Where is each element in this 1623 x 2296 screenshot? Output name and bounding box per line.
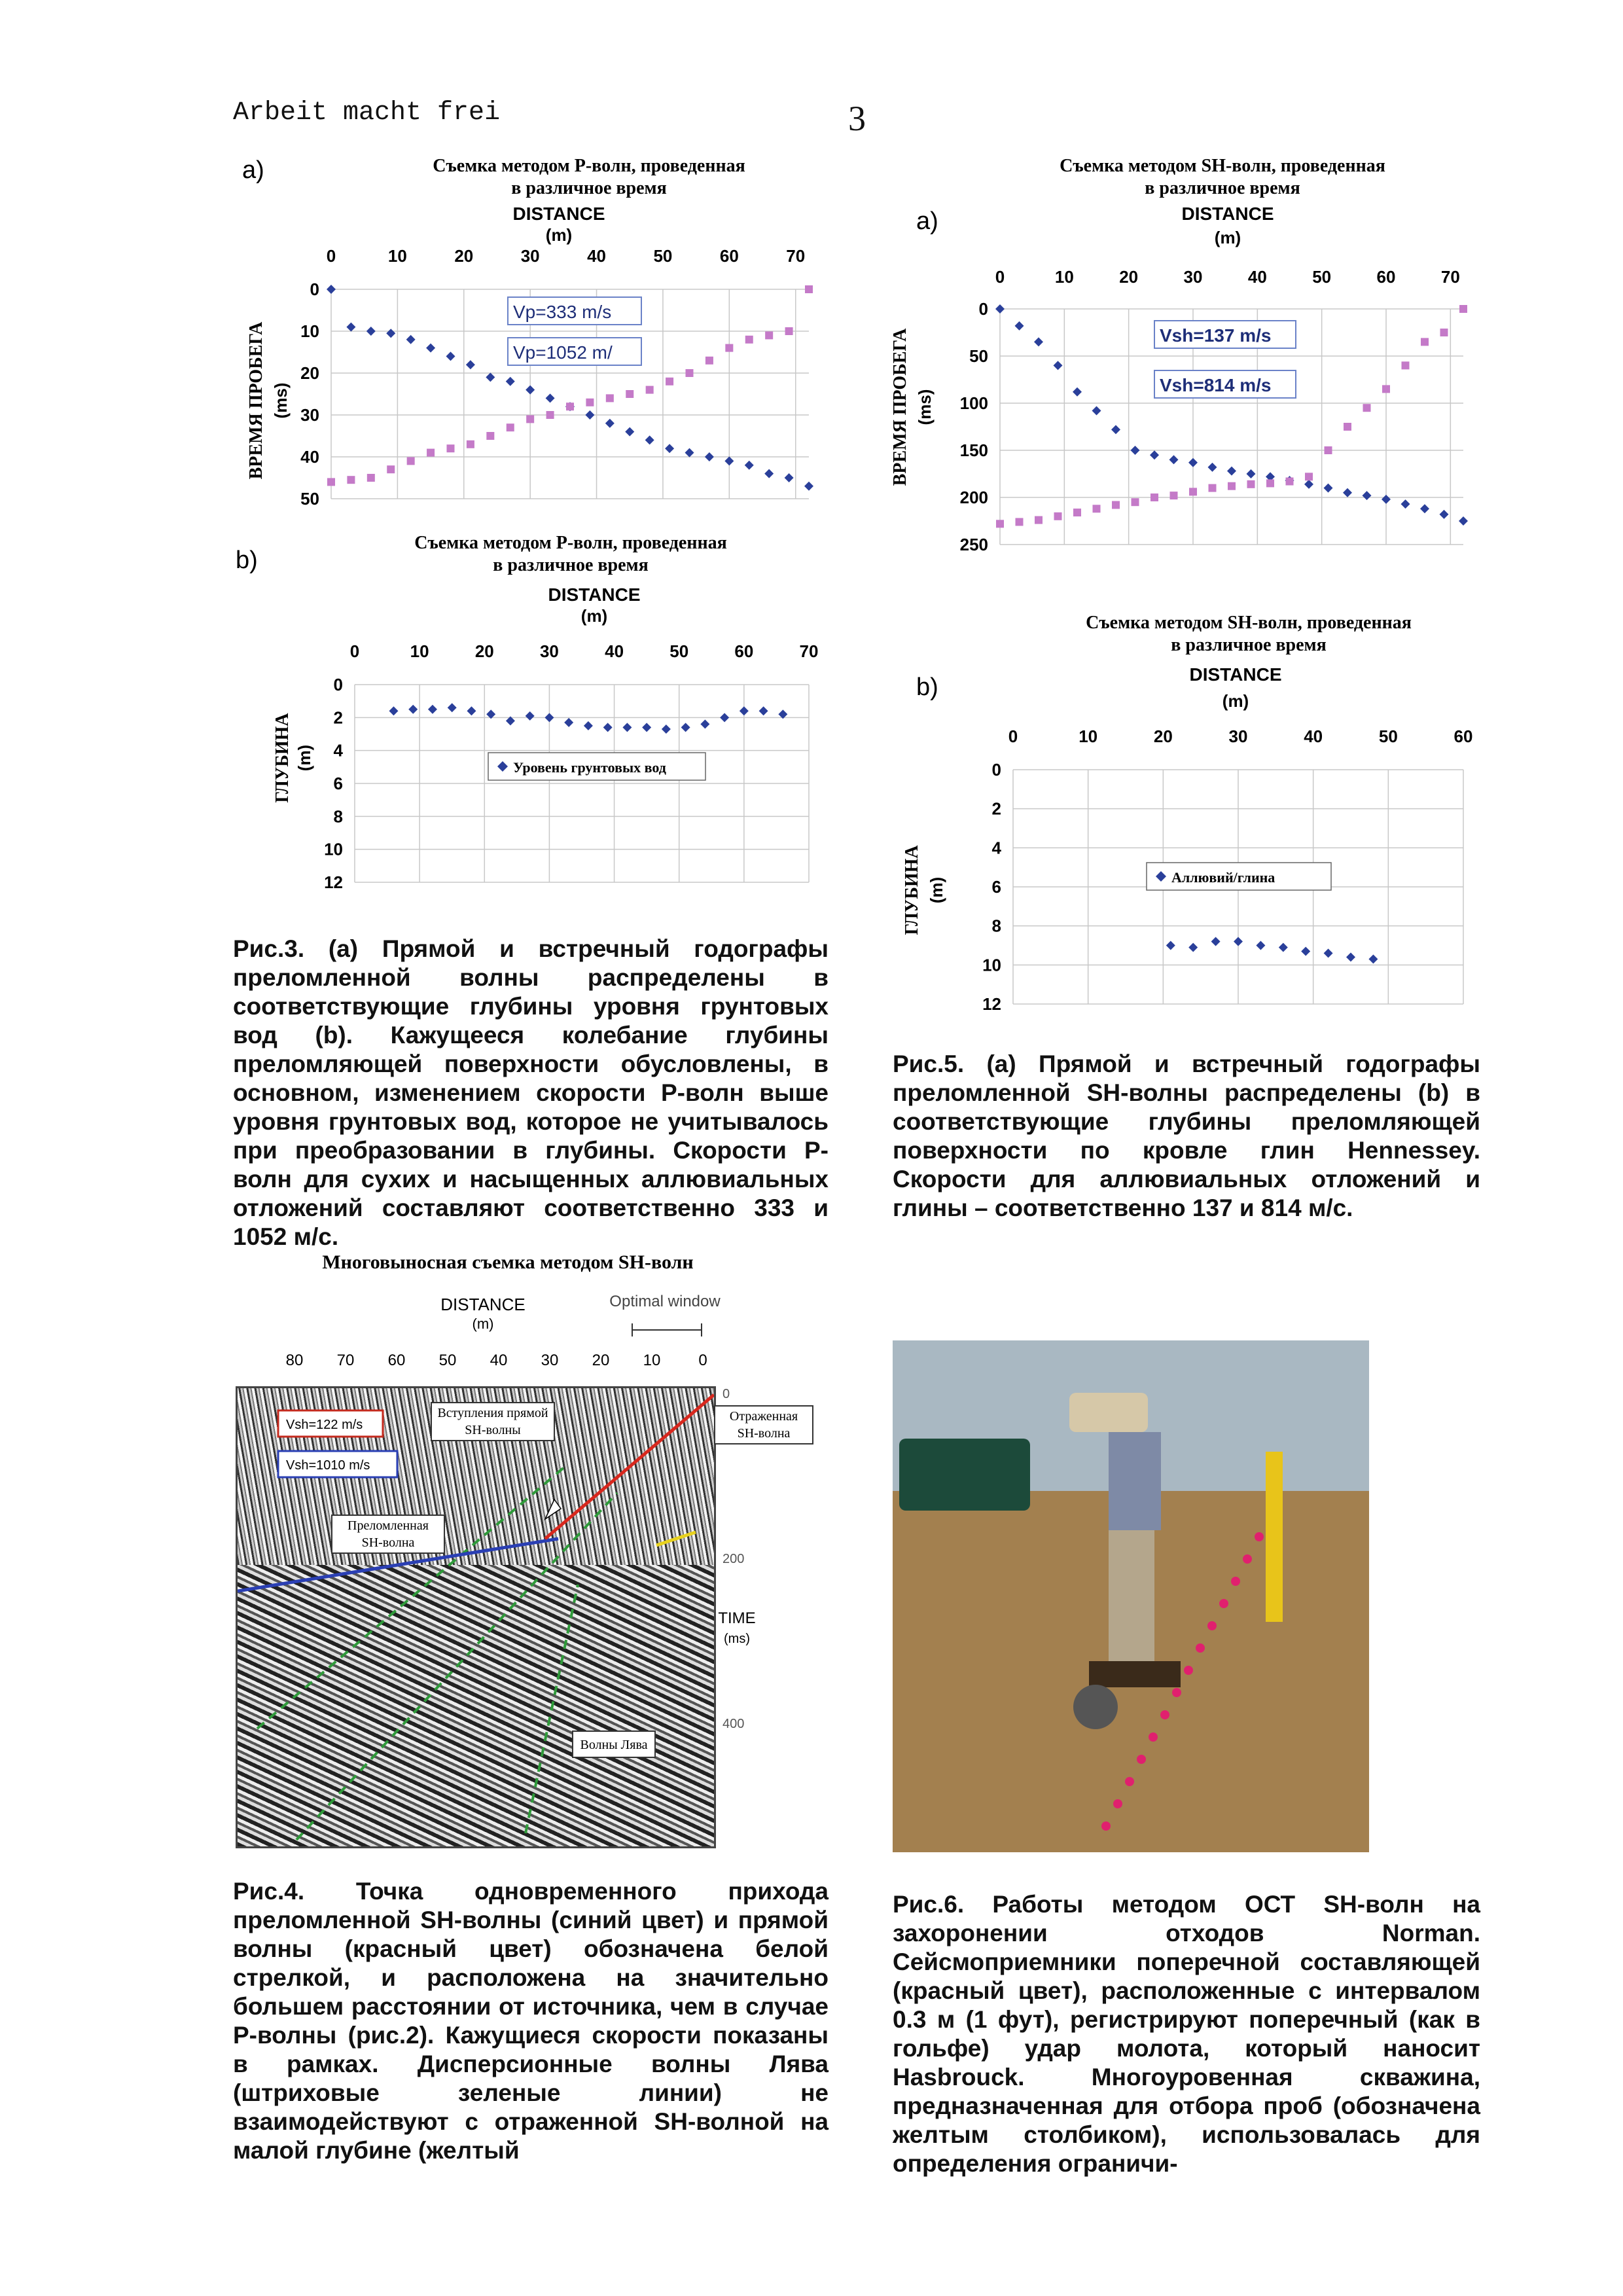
fig3b-xtick-label: 10	[410, 641, 429, 661]
fig5a-point-diamond	[1343, 488, 1352, 497]
fig5b-xtick-label: 60	[1454, 726, 1473, 746]
fig5b-ytick-label: 0	[991, 760, 1001, 780]
photo-yellow-well-marker	[1266, 1452, 1283, 1622]
fig3a-point-diamond	[764, 469, 774, 478]
fig5a-xtick-label: 20	[1119, 267, 1139, 287]
fig3b-point-diamond	[603, 723, 613, 732]
fig4-xtick-label: 0	[698, 1352, 707, 1369]
fig3a-xaxis-title: DISTANCE	[512, 204, 605, 224]
fig5b-point-diamond	[1188, 942, 1198, 952]
fig3a-xtick-label: 60	[719, 246, 739, 266]
photo-wheel	[1073, 1685, 1118, 1729]
fig3b-yaxis-unit: (m)	[294, 744, 314, 772]
fig3b-point-diamond	[408, 705, 418, 714]
fig3a-point-diamond	[685, 448, 694, 457]
geophone-flag-icon	[1243, 1554, 1252, 1564]
fig3b-point-diamond	[448, 703, 457, 712]
caption-fig4: Рис.4. Точка одновременного прихода преломленной SH-волны (синий цвет) и прямой волны (красный цвет) обозначена белой стрелкой, и расположена на значительно большем расстоянии от источника, чем в случае P-волны (рис.2). Кажущиеся скорости показаны в рамках. Дисперсионные волны Лява (штриховые зеленые линии) не взаимодействуют с отраженной SH-волной на малой глубине (желтый	[233, 1878, 829, 2164]
fig5b-point-diamond	[1324, 948, 1333, 958]
reflected-sh-yellow	[656, 1532, 696, 1545]
fig5a-point-square	[1112, 501, 1120, 509]
fig3a-xtick-label: 50	[653, 246, 673, 266]
fig3a-point-square	[666, 378, 673, 386]
fig5a-xtick-label: 10	[1054, 267, 1074, 287]
fig3a-title-line2: в различное время	[511, 178, 667, 198]
fig3b-point-diamond	[564, 718, 573, 727]
geophone-flag-icon	[1172, 1688, 1181, 1697]
fig5b-point-diamond	[1301, 946, 1310, 956]
fig3b-yaxis-title: ГЛУБИНА	[272, 713, 293, 803]
fig3a-point-diamond	[366, 327, 376, 336]
fig4-x-ticks	[286, 1352, 707, 1369]
fig3a-label: a)	[242, 156, 264, 184]
fig5a-xtick-label: 70	[1440, 267, 1460, 287]
fig3a-point-square	[427, 449, 435, 457]
geophone-flag-icon	[1207, 1621, 1217, 1630]
fig3a-point-diamond	[724, 456, 734, 465]
fig5b-legend: Аллювий/глина	[1171, 869, 1275, 886]
fig3a-point-diamond	[585, 410, 594, 420]
fig3b-xtick-label: 50	[669, 641, 689, 661]
fig5b-point-diamond	[1234, 937, 1243, 946]
fig4-label-love: Волны Лява	[580, 1738, 648, 1752]
fig5b-xtick-label: 40	[1304, 726, 1323, 746]
fig5b-ytick-label: 6	[991, 877, 1001, 897]
fig3a-yaxis-title: ВРЕМЯ ПРОБЕГА	[246, 321, 266, 480]
fig5a-yaxis-title: ВРЕМЯ ПРОБЕГА	[890, 328, 910, 486]
figure-3b	[233, 529, 887, 895]
fig4-label-direct-line2: SH-волны	[465, 1423, 521, 1437]
geophone-flag-icon	[1219, 1599, 1228, 1608]
seismic-section	[236, 1386, 716, 1848]
fig3b-ytick-label: 2	[333, 708, 343, 728]
field-photo	[893, 1340, 1369, 1852]
fig3a-xtick-label: 70	[786, 246, 806, 266]
fig5a-point-square	[1459, 305, 1467, 313]
fig3a-point-square	[805, 285, 813, 293]
fig5a-point-diamond	[1169, 455, 1179, 464]
fig5a-point-diamond	[1382, 495, 1391, 504]
fig3a-point-diamond	[705, 452, 714, 461]
fig4-title: Многовыносная съемка методом SH-волн	[322, 1251, 694, 1273]
fig3a-point-square	[785, 327, 793, 335]
fig5a-point-square	[1402, 361, 1410, 369]
geophone-flag-icon	[1231, 1577, 1240, 1586]
fig5a-point-square	[1228, 482, 1236, 490]
fig3b-point-diamond	[740, 706, 749, 715]
fig3a-point-square	[467, 440, 474, 448]
fig5a-point-diamond	[1188, 458, 1198, 467]
arrow-icon	[545, 1499, 561, 1519]
fig5a-point-square	[996, 520, 1004, 528]
fig5a-point-diamond	[1440, 510, 1449, 519]
fig5a-xaxis-unit: (m)	[1214, 228, 1241, 247]
fig3b-point-diamond	[467, 706, 476, 715]
fig3a-plot	[300, 246, 813, 509]
fig5a-label: a)	[916, 207, 938, 235]
geophone-flag-icon	[1125, 1777, 1134, 1786]
fig4-vsh2: Vsh=1010 m/s	[286, 1458, 370, 1473]
fig5b-ytick-label: 10	[982, 955, 1001, 975]
fig5a-point-square	[1035, 516, 1043, 524]
fig5b-xtick-label: 30	[1228, 726, 1248, 746]
fig3a-point-square	[387, 465, 395, 473]
photo-person-head	[1069, 1393, 1148, 1432]
fig3a-ytick-label: 10	[300, 321, 319, 341]
fig5a-xaxis-title: DISTANCE	[1181, 204, 1274, 224]
fig3b-ytick-label: 6	[333, 774, 343, 793]
fig5a-point-diamond	[1247, 469, 1256, 478]
fig3b-point-diamond	[544, 713, 554, 722]
fig5a-point-square	[1266, 479, 1274, 487]
fig3a-ytick-label: 50	[300, 489, 319, 509]
fig5a-point-square	[1344, 423, 1351, 431]
fig3a-point-diamond	[804, 482, 813, 491]
fig3b-ytick-label: 4	[333, 740, 343, 761]
fig5b-label: b)	[916, 673, 938, 701]
fig3a-point-diamond	[327, 285, 336, 294]
fig4-time-tick-label: 200	[722, 1552, 745, 1566]
fig5a-point-square	[1382, 385, 1390, 393]
fig3a-point-square	[626, 390, 633, 398]
fig5b-point-diamond	[1368, 954, 1378, 963]
fig3b-point-diamond	[526, 711, 535, 721]
fig3a-velocity1: Vp=333 m/s	[513, 302, 612, 322]
figure-4-axis	[233, 1314, 842, 1380]
fig5a-point-square	[1189, 488, 1197, 495]
fig3a-point-square	[486, 432, 494, 440]
fig3a-yaxis-unit: (ms)	[271, 382, 291, 419]
fig5b-ytick-label: 12	[982, 994, 1001, 1014]
fig5a-ytick-label: 200	[959, 488, 988, 507]
fig4-xtick-label: 60	[387, 1352, 406, 1369]
fig5a-point-square	[1209, 484, 1217, 492]
fig3a-velocity2: Vp=1052 m/	[513, 342, 613, 363]
fig5a-point-diamond	[1363, 491, 1372, 500]
fig5a-ytick-label: 0	[978, 299, 988, 319]
fig3a-point-square	[507, 423, 514, 431]
fig3a-point-square	[725, 344, 733, 352]
geophone-flag-icon	[1255, 1532, 1264, 1541]
fig3a-point-diamond	[625, 427, 634, 437]
love-wave-line-1	[257, 1467, 565, 1729]
fig3b-legend: Уровень грунтовых вод	[513, 759, 666, 776]
fig5b-point-diamond	[1166, 941, 1175, 950]
fig3a-xtick-label: 20	[454, 246, 474, 266]
fig4-label-reflected-line1: Отраженная	[729, 1409, 798, 1424]
fig5a-point-diamond	[1227, 467, 1236, 476]
fig5b-xaxis-unit: (m)	[1222, 691, 1249, 711]
geophone-flag-icon	[1184, 1666, 1193, 1675]
header-left-text: Arbeit macht frei	[233, 98, 501, 128]
fig5a-point-diamond	[995, 304, 1005, 314]
fig5a-point-diamond	[1459, 516, 1468, 526]
fig3a-xtick-label: 30	[520, 246, 540, 266]
fig4-xtick-label: 20	[592, 1352, 610, 1369]
fig3a-xtick-label: 0	[326, 246, 336, 266]
fig5a-xtick-label: 0	[995, 267, 1005, 287]
fig3a-point-square	[407, 457, 415, 465]
fig5a-xtick-label: 40	[1247, 267, 1267, 287]
fig5b-point-diamond	[1256, 941, 1265, 950]
fig3a-point-square	[586, 399, 594, 406]
fig5b-ytick-label: 4	[991, 838, 1001, 858]
fig3a-point-square	[327, 478, 335, 486]
figure-5a	[887, 152, 1542, 558]
fig3a-point-diamond	[546, 393, 555, 403]
fig3a-point-square	[646, 386, 654, 394]
fig3a-point-diamond	[605, 419, 615, 428]
fig5a-point-diamond	[1401, 499, 1410, 509]
fig3b-xtick-label: 30	[539, 641, 559, 661]
fig5a-point-diamond	[1073, 387, 1082, 397]
fig5a-point-square	[1247, 480, 1255, 488]
fig5b-point-diamond	[1346, 952, 1355, 961]
fig3a-ytick-label: 0	[310, 279, 319, 299]
fig3b-title-line1: Съемка методом P-волн, проведенная	[414, 533, 727, 553]
fig5a-ytick-label: 250	[959, 535, 988, 554]
fig3b-point-diamond	[584, 721, 593, 730]
fig3a-title-line1: Съемка методом P-волн, проведенная	[433, 156, 745, 176]
fig5a-plot	[960, 267, 1468, 554]
fig5a-point-diamond	[1054, 361, 1063, 370]
fig3a-point-diamond	[745, 461, 754, 470]
fig3a-xtick-label: 40	[587, 246, 607, 266]
fig3a-point-diamond	[346, 323, 355, 332]
fig5a-ytick-label: 50	[969, 346, 988, 366]
fig3a-ytick-label: 30	[300, 405, 319, 425]
fig3a-point-square	[566, 403, 574, 410]
fig3a-point-diamond	[446, 351, 455, 361]
fig3b-point-diamond	[681, 723, 690, 732]
fig3a-point-square	[526, 415, 534, 423]
fig3b-label: b)	[236, 547, 258, 574]
fig3a-point-diamond	[466, 360, 475, 369]
fig5a-point-square	[1286, 478, 1294, 486]
fig5a-point-square	[1170, 492, 1178, 499]
fig5a-point-diamond	[1015, 321, 1024, 331]
fig5a-xtick-label: 60	[1376, 267, 1396, 287]
fig5a-point-square	[1054, 512, 1062, 520]
fig3b-point-diamond	[428, 705, 437, 714]
fig5a-point-diamond	[1208, 463, 1217, 472]
figure-4	[233, 1244, 842, 1322]
fig3a-point-diamond	[526, 386, 535, 395]
fig3b-ytick-label: 12	[324, 872, 343, 892]
fig3a-point-diamond	[645, 435, 654, 444]
fig3b-point-diamond	[720, 713, 729, 722]
fig3b-point-diamond	[642, 723, 651, 732]
fig3a-point-square	[367, 474, 375, 482]
fig5a-title-line2: в различное время	[1145, 178, 1300, 198]
fig5a-point-diamond	[1092, 406, 1101, 416]
fig3a-point-square	[546, 411, 554, 419]
fig3b-point-diamond	[389, 706, 398, 715]
fig5a-point-square	[1363, 404, 1371, 412]
fig5a-point-square	[1093, 505, 1101, 512]
geophone-flag-icon	[1113, 1799, 1122, 1808]
fig4-label-reflected-line2: SH-волна	[737, 1426, 791, 1441]
fig3a-point-diamond	[386, 329, 395, 338]
fig4-label-direct-line1: Вступления прямой	[437, 1406, 548, 1420]
fig5a-title-line1: Съемка методом SH-волн, проведенная	[1060, 156, 1385, 176]
love-wave-line-3	[526, 1585, 578, 1833]
photo-vehicle	[899, 1439, 1030, 1511]
fig4-time-label: TIME	[718, 1609, 756, 1627]
fig3b-title-line2: в различное время	[493, 555, 649, 575]
fig4-label-refracted-line2: SH-волна	[361, 1535, 415, 1550]
photo-person-legs	[1109, 1530, 1154, 1661]
page-number: 3	[848, 99, 866, 138]
fig3b-xtick-label: 40	[605, 641, 624, 661]
fig3b-point-diamond	[700, 719, 709, 728]
fig5b-xtick-label: 0	[1008, 726, 1018, 746]
fig3a-point-square	[606, 394, 614, 402]
fig3a-point-square	[686, 369, 694, 377]
fig5b-point-diamond	[1211, 937, 1221, 946]
fig5a-point-diamond	[1324, 484, 1333, 493]
fig3b-xtick-label: 70	[799, 641, 819, 661]
fig4-xtick-label: 50	[438, 1352, 457, 1369]
fig3a-point-square	[447, 444, 455, 452]
fig3a-point-square	[347, 476, 355, 484]
fig5b-title-line2: в различное время	[1171, 635, 1327, 655]
fig5a-velocity1: Vsh=137 m/s	[1160, 325, 1272, 346]
fig3b-xtick-label: 0	[349, 641, 360, 661]
fig4-xtick-label: 30	[541, 1352, 559, 1369]
fig3a-point-square	[745, 336, 753, 344]
fig5a-velocity2: Vsh=814 m/s	[1160, 375, 1272, 395]
fig5a-point-diamond	[1111, 425, 1120, 434]
fig5a-point-square	[1305, 473, 1313, 480]
geophone-flag-icon	[1196, 1643, 1205, 1653]
fig5b-yaxis-title: ГЛУБИНА	[902, 845, 922, 935]
fig5a-point-diamond	[1034, 337, 1043, 346]
fig3a-point-diamond	[406, 335, 416, 344]
fig3b-ytick-label: 0	[333, 675, 343, 694]
fig3a-xaxis-unit: (m)	[545, 225, 573, 245]
figure-5b	[887, 609, 1542, 1014]
geophone-flag-icon	[1160, 1710, 1169, 1719]
fig5b-ytick-label: 8	[991, 916, 1001, 936]
fig5b-yaxis-unit: (m)	[927, 876, 946, 904]
fig4-label-refracted-line1: Преломленная	[348, 1518, 429, 1533]
fig3b-xaxis-title: DISTANCE	[548, 584, 641, 605]
fig5a-point-square	[1016, 518, 1024, 526]
fig3a-point-square	[705, 357, 713, 365]
fig5a-point-square	[1440, 329, 1448, 336]
fig5a-xtick-label: 30	[1183, 267, 1203, 287]
fig5a-yaxis-unit: (ms)	[915, 389, 935, 425]
photo-plate	[1089, 1661, 1181, 1687]
fig5a-point-square	[1073, 509, 1081, 516]
fig5b-xtick-label: 20	[1153, 726, 1173, 746]
photo-person-body	[1109, 1432, 1161, 1530]
fig4-xtick-label: 80	[285, 1352, 304, 1369]
fig3b-point-diamond	[662, 725, 671, 734]
fig4-time-unit: (ms)	[724, 1632, 750, 1646]
fig3b-xaxis-unit: (m)	[580, 606, 608, 626]
fig4-xtick-label: 40	[490, 1352, 508, 1369]
geophone-flag-icon	[1101, 1821, 1111, 1831]
fig3a-point-diamond	[785, 473, 794, 482]
fig5a-point-square	[1325, 446, 1332, 454]
fig4-xaxis-unit: (m)	[472, 1316, 494, 1332]
fig3a-point-diamond	[665, 444, 674, 453]
fig3a-ytick-label: 20	[300, 363, 319, 383]
fig4-vsh1: Vsh=122 m/s	[286, 1418, 363, 1432]
fig4-xtick-label: 70	[336, 1352, 355, 1369]
fig3a-ytick-label: 40	[300, 447, 319, 467]
fig5a-ytick-label: 100	[959, 393, 988, 413]
fig4-time-tick-label: 0	[722, 1387, 730, 1401]
fig5b-title-line1: Съемка методом SH-волн, проведенная	[1086, 613, 1412, 633]
figure-4-right	[713, 1386, 838, 1844]
fig3b-ytick-label: 8	[333, 806, 343, 827]
caption-fig3: Рис.3. (а) Прямой и встречный годографы преломленной волны распределены в соответствующие глубины уровня грунтовых вод (b). Кажущееся колебание глубины преломляющей поверхности обусловлены, в основном, изменением скорости P-волн выше уровня грунтовых вод, которое не учитывалось при преобразовании в глубины. Скорости P-волн для сухих и насыщенных аллювиальных отложений составляют соответственно 333 и 1052 м/с.	[233, 935, 829, 1250]
fig3b-point-diamond	[622, 723, 632, 732]
fig5a-ytick-label: 150	[959, 440, 988, 460]
fig3a-point-diamond	[426, 344, 435, 353]
fig5b-point-diamond	[1279, 942, 1288, 952]
fig4-xtick-label: 10	[643, 1352, 661, 1369]
fig3a-point-diamond	[486, 372, 495, 382]
fig3a-point-diamond	[506, 377, 515, 386]
fig4-optimal-window: Optimal window	[609, 1293, 721, 1310]
fig5a-point-diamond	[1150, 450, 1159, 459]
fig4-xaxis-title: DISTANCE	[440, 1295, 526, 1314]
fig5a-point-diamond	[1420, 504, 1429, 513]
fig5b-xaxis-title: DISTANCE	[1189, 664, 1282, 685]
geophone-flag-icon	[1149, 1732, 1158, 1742]
fig5b-ytick-label: 2	[991, 798, 1001, 819]
caption-fig5: Рис.5. (а) Прямой и встречный годографы преломленной SH-волны распределены (b) в соответствующие глубины преломляющей поверхности по кровле глин Hennessey. Скорости для аллювиальных отложений и глины – соответственно 137 и 814 м/с.	[893, 1050, 1480, 1221]
fig5a-point-diamond	[1304, 480, 1313, 489]
fig5a-point-diamond	[1131, 446, 1140, 455]
fig5b-xtick-label: 10	[1079, 726, 1098, 746]
fig5a-xtick-label: 50	[1312, 267, 1332, 287]
caption-fig6: Рис.6. Работы методом ОСТ SH-волн на захоронении отходов Norman. Сейсмоприемники поперечной составляющей (красный цвет), расположенные с интервалом 0.3 м (1 фут), регистрируют поперечный (как в гольфе) удар молота, который наносит Hasbrouck. Многоуровенная скважина, предназначенная для отбора проб (обозначена желтым столбиком), использовалась для определения ограничи-	[893, 1891, 1480, 2177]
fig3b-xtick-label: 20	[474, 641, 494, 661]
fig4-time-tick-label: 400	[722, 1717, 745, 1731]
geophone-flag-icon	[1137, 1755, 1146, 1764]
figure-3a	[233, 152, 887, 518]
fig3a-xtick-label: 10	[387, 246, 407, 266]
fig3b-ytick-label: 10	[324, 839, 343, 859]
fig3a-point-square	[765, 331, 773, 339]
fig3b-xtick-label: 60	[734, 641, 754, 661]
fig5a-point-square	[1150, 493, 1158, 501]
fig5a-point-square	[1421, 338, 1429, 346]
direct-sh-line	[545, 1395, 714, 1539]
fig3b-point-diamond	[759, 706, 768, 715]
fig5a-point-square	[1132, 498, 1139, 506]
fig5b-xtick-label: 50	[1378, 726, 1398, 746]
